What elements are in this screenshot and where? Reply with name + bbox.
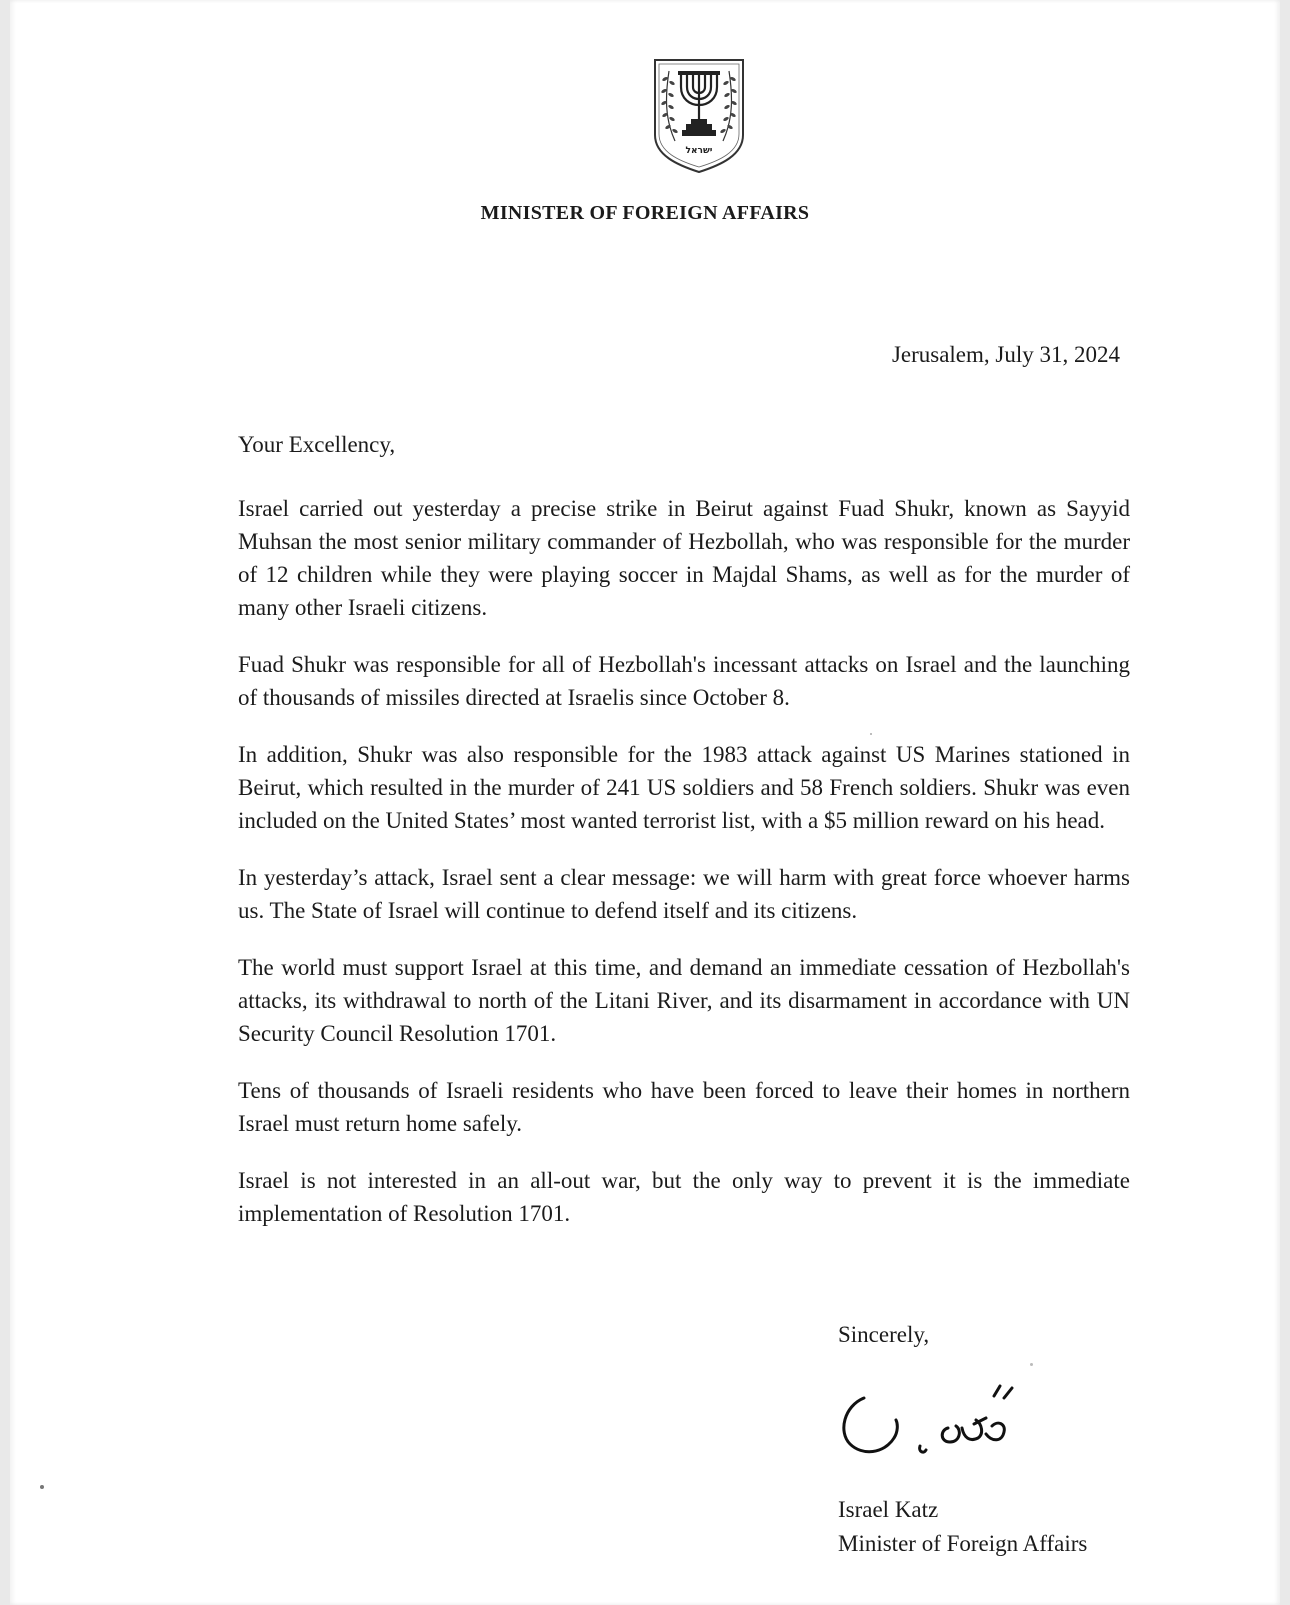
paragraph: In yesterday’s attack, Israel sent a clear message: we will harm with great force whoever harms us. The State of Israel will continue to defend itself and its citizens. [238,865,1130,923]
signer-title: Minister of Foreign Affairs [838,1531,1088,1556]
closing: Sincerely, [838,1322,930,1347]
paragraph: Israel is not interested in an all-out war, but the only way to prevent it is the immediate implementation of Resolution 1701. [238,1168,1130,1226]
emblem-text: ישראל [685,146,713,156]
letter-body [238,492,1130,1254]
scan-speck [1030,1363,1033,1366]
letterhead-title: MINISTER OF FOREIGN AFFAIRS [480,202,810,224]
paragraph: In addition, Shukr was also responsible for the 1983 attack against US Marines stationed in Beirut, which resulted in the murder of 241 US soldiers and 58 French soldiers. Shukr was even included on the United States’ most wanted terrorist list, with a $5 million reward on his head. [238,742,1130,833]
paragraph: Fuad Shukr was responsible for all of Hezbollah's incessant attacks on Israel and the launching of thousands of missiles directed at Israelis since October 8. [238,652,1130,710]
paragraph: Tens of thousands of Israeli residents who have been forced to leave their homes in northern Israel must return home safely. [238,1078,1130,1136]
scan-speck [870,733,872,735]
signer-name: Israel Katz [838,1497,939,1522]
paragraph: Israel carried out yesterday a precise strike in Beirut against Fuad Shukr, known as Sayyid Muhsan the most senior military commander of Hezbollah, who was responsible for the murder of 12 children while they were playing soccer in Majdal Shams, as well as for the murder of many other Israeli citizens. [238,496,1130,620]
letter-page [10,0,1280,1605]
handwritten-signature-icon [836,1380,1036,1470]
paragraph: The world must support Israel at this time, and demand an immediate cessation of Hezbollah's attacks, its withdrawal to north of the Litani River, and its disarmament in accordance with UN Security Council Resolution 1701. [238,955,1130,1046]
signer-block [838,1493,1087,1561]
scan-speck [40,1485,44,1489]
state-emblem-menorah-icon [651,57,747,175]
salutation: Your Excellency, [238,432,396,457]
dateline: Jerusalem, July 31, 2024 [891,342,1120,367]
